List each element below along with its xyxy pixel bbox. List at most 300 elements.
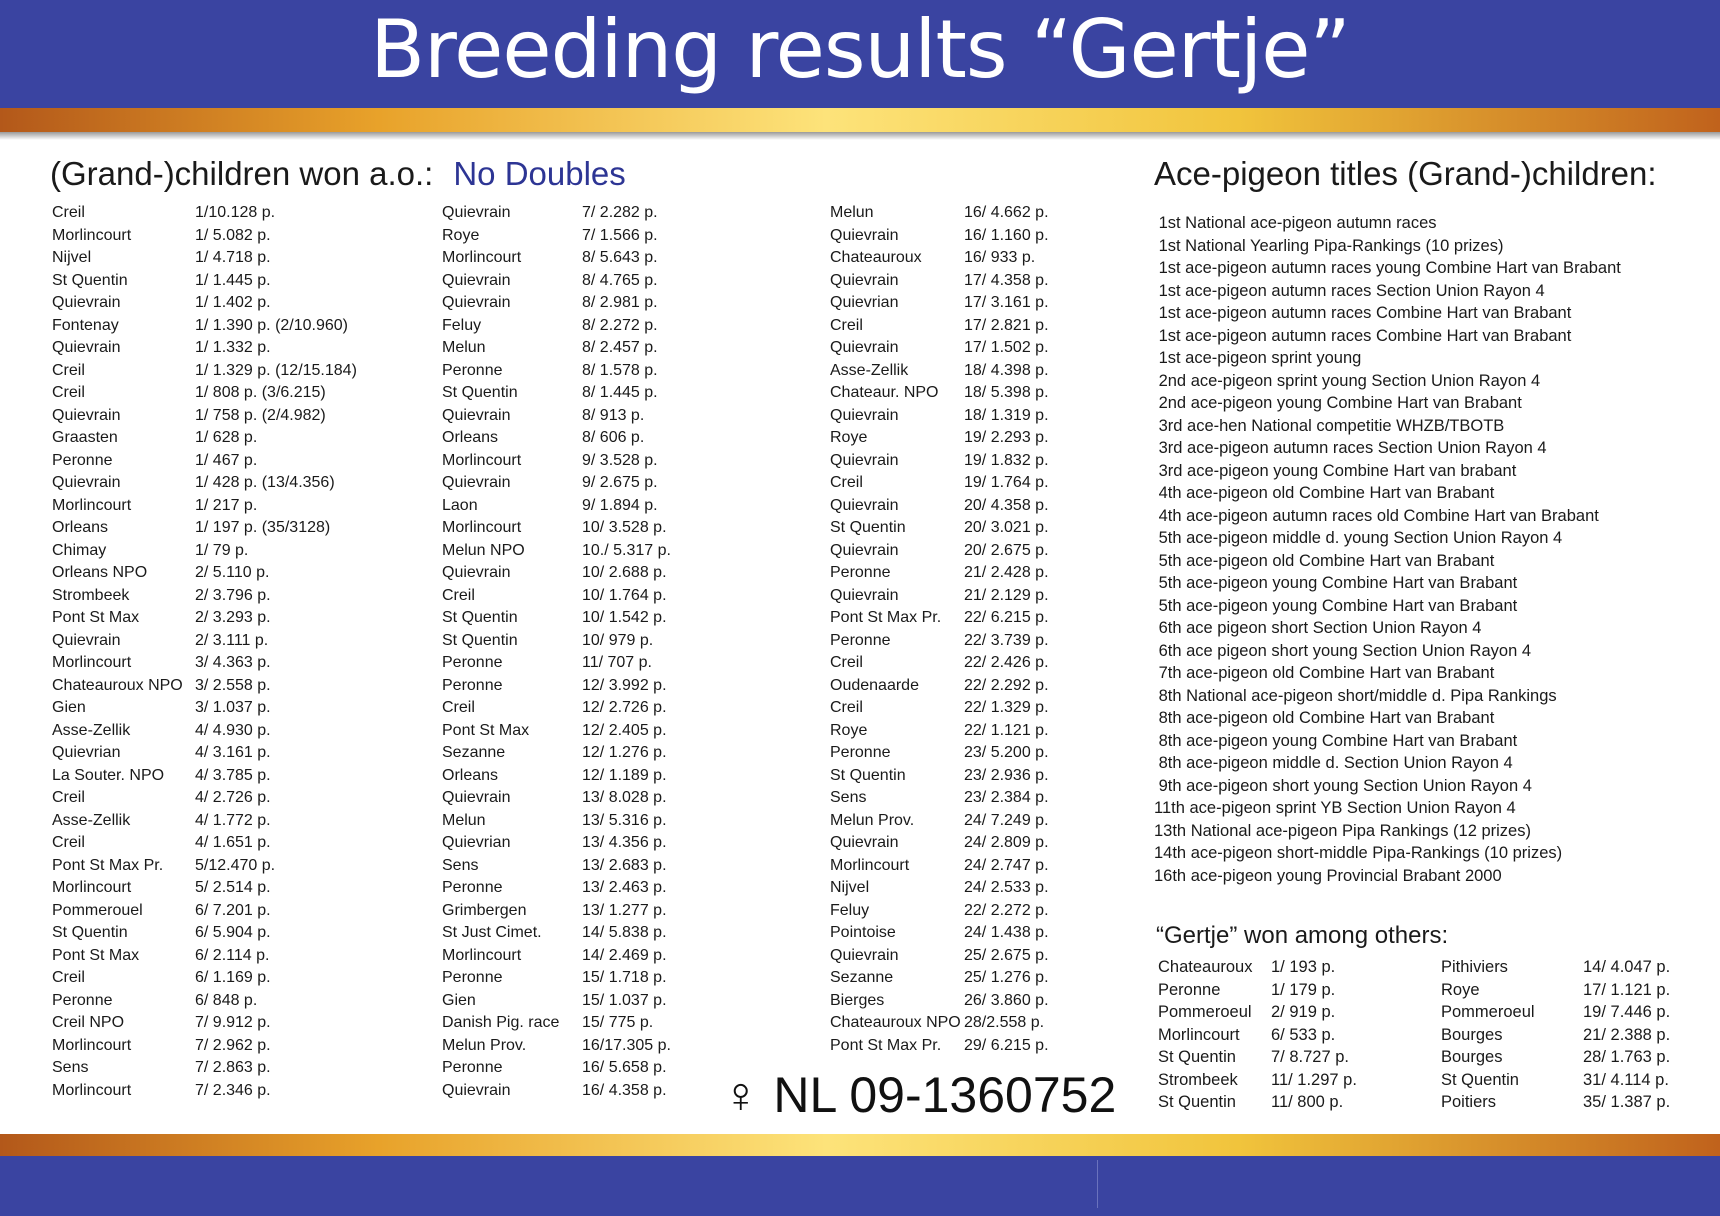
result-place: Orleans <box>442 429 499 446</box>
ace-title-item: 3rd ace-pigeon young Combine Hart van brabant <box>1154 461 1517 480</box>
ace-title-item: 16th ace-pigeon young Provincial Brabant 2000 <box>1154 866 1502 885</box>
result-place: St Just Cimet. <box>442 924 542 941</box>
result-value: 8/ 2.272 p. <box>582 316 658 334</box>
result-place: Pont St Max <box>52 609 140 626</box>
result-place: Quievrain <box>830 406 899 424</box>
result-value: 8/ 2.457 p. <box>582 339 658 356</box>
result-place: Feluy <box>442 316 482 334</box>
result-value: 1/ 4.718 p. <box>195 249 271 266</box>
result-place: Morlincourt <box>442 451 522 469</box>
result-place: Strombeek <box>1158 1070 1238 1089</box>
result-place: Poitiers <box>1441 1093 1497 1111</box>
result-place: Quievrain <box>442 1081 511 1099</box>
result-value: 23/ 2.936 p. <box>964 766 1049 784</box>
result-value: 18/ 1.319 p. <box>964 406 1049 424</box>
result-value: 8/ 4.765 p. <box>582 271 658 289</box>
result-value: 4/ 3.161 p. <box>195 744 271 761</box>
result-place: Sens <box>442 856 479 874</box>
result-place: Morlincourt <box>442 519 522 536</box>
result-value: 7/ 2.863 p. <box>195 1059 271 1076</box>
ace-title-item: 3rd ace-hen National competitie WHZB/TBOTB <box>1154 416 1505 435</box>
result-place: Quievrain <box>52 339 121 356</box>
ace-title-item: 13th National ace-pigeon Pipa Rankings (12 prizes) <box>1154 821 1531 840</box>
result-value: 11/ 800 p. <box>1271 1093 1344 1111</box>
result-value: 16/ 933 p. <box>964 249 1036 266</box>
ace-title-item: 1st National Yearling Pipa-Rankings (10 prizes) <box>1154 236 1504 255</box>
ace-titles-heading: Ace-pigeon titles (Grand-)children: <box>1154 155 1657 192</box>
result-place: Pont St Max <box>52 946 140 964</box>
result-place: Creil <box>442 586 475 604</box>
result-value: 14/ 5.838 p. <box>582 924 667 941</box>
result-place: Sezanne <box>442 744 506 761</box>
result-place: Asse-Zellik <box>830 361 909 379</box>
result-place: Pont St Max Pr. <box>830 609 942 626</box>
result-value: 12/ 1.276 p. <box>582 744 667 761</box>
result-place: Asse-Zellik <box>52 721 131 739</box>
result-place: Morlincourt <box>830 856 910 874</box>
result-value: 4/ 2.726 p. <box>195 789 271 806</box>
result-value: 14/ 4.047 p. <box>1583 958 1671 976</box>
result-value: 1/ 1.332 p. <box>195 339 271 356</box>
result-place: Creil <box>52 834 85 851</box>
result-value: 13/ 2.683 p. <box>582 856 667 874</box>
result-place: Sens <box>52 1059 89 1076</box>
result-value: 1/ 1.329 p. (12/15.184) <box>195 361 357 379</box>
result-value: 20/ 3.021 p. <box>964 519 1049 536</box>
ace-title-item: 5th ace-pigeon middle d. young Section Union Rayon 4 <box>1154 529 1563 547</box>
result-value: 1/ 1.402 p. <box>195 294 271 311</box>
result-value: 26/ 3.860 p. <box>964 991 1049 1009</box>
result-place: Creil <box>52 789 85 806</box>
result-place: Quievrian <box>442 834 511 851</box>
result-place: Morlincourt <box>52 1081 132 1099</box>
children-heading-label: (Grand-)children won a.o.: <box>50 155 434 192</box>
ace-title-item: 8th ace-pigeon middle d. Section Union Rayon 4 <box>1154 754 1513 772</box>
result-value: 19/ 1.832 p. <box>964 451 1049 469</box>
result-value: 22/ 2.426 p. <box>964 654 1049 671</box>
result-value: 11/ 707 p. <box>582 654 652 671</box>
result-place: Roye <box>1441 980 1480 999</box>
result-place: Morlincourt <box>52 226 132 244</box>
result-value: 18/ 4.398 p. <box>964 361 1049 379</box>
result-value: 3/ 1.037 p. <box>195 699 271 716</box>
ace-title-item: 2nd ace-pigeon young Combine Hart van Brabant <box>1154 394 1522 412</box>
result-place: Quievrain <box>442 789 511 806</box>
result-place: Peronne <box>1158 980 1221 999</box>
ace-title-item: 5th ace-pigeon young Combine Hart van Brabant <box>1154 596 1518 615</box>
result-value: 2/ 3.111 p. <box>195 631 269 649</box>
result-place: Sezanne <box>830 969 894 986</box>
header-banner <box>0 0 1720 108</box>
result-place: Quievrain <box>52 294 121 311</box>
result-place: Quievrain <box>442 204 511 221</box>
result-place: St Quentin <box>442 609 518 626</box>
result-place: Morlincourt <box>52 879 132 896</box>
result-place: Quievrain <box>830 496 899 514</box>
ace-title-item: 5th ace-pigeon old Combine Hart van Brabant <box>1154 551 1495 570</box>
ace-title-item: 6th ace pigeon short Section Union Rayon 4 <box>1154 619 1482 637</box>
result-place: Quievrain <box>52 474 121 491</box>
result-place: Creil <box>830 699 863 716</box>
result-value: 1/ 758 p. (2/4.982) <box>195 406 326 424</box>
result-place: Morlincourt <box>442 946 522 964</box>
footer-bar <box>0 1156 1720 1216</box>
result-place: Melun Prov. <box>442 1036 527 1054</box>
result-value: 16/ 1.160 p. <box>964 226 1049 244</box>
ace-title-item: 14th ace-pigeon short-middle Pipa-Rankings (10 prizes) <box>1154 844 1563 862</box>
result-place: Quievrain <box>830 451 899 469</box>
result-value: 7/ 2.282 p. <box>582 204 658 221</box>
result-value: 17/ 3.161 p. <box>964 294 1049 311</box>
result-place: Peronne <box>52 991 113 1009</box>
result-value: 1/ 1.390 p. (2/10.960) <box>195 316 348 334</box>
result-place: Morlincourt <box>52 1036 132 1054</box>
gold-stripe-bottom <box>0 1134 1720 1156</box>
result-value: 22/ 2.272 p. <box>964 901 1049 919</box>
ace-title-item: 1st ace-pigeon autumn races Section Union Rayon 4 <box>1154 281 1545 300</box>
result-place: Melun NPO <box>442 541 525 559</box>
result-value: 4/ 1.651 p. <box>195 834 271 851</box>
result-place: Morlincourt <box>1158 1025 1240 1044</box>
result-value: 24/ 2.809 p. <box>964 834 1049 851</box>
result-place: Morlincourt <box>52 496 132 514</box>
result-place: Bourges <box>1441 1048 1503 1066</box>
result-value: 22/ 1.121 p. <box>964 721 1049 739</box>
result-place: Asse-Zellik <box>52 811 131 829</box>
result-value: 1/10.128 p. <box>195 204 276 221</box>
result-value: 23/ 5.200 p. <box>964 744 1049 761</box>
result-value: 7/ 8.727 p. <box>1271 1048 1349 1066</box>
result-place: Quievrain <box>442 564 511 581</box>
ace-title-item: 4th ace-pigeon autumn races old Combine Hart van Brabant <box>1154 506 1599 525</box>
result-place: Chateauroux <box>1158 958 1253 976</box>
result-value: 22/ 6.215 p. <box>964 609 1049 626</box>
result-place: Feluy <box>830 901 870 919</box>
ace-title-item: 1st ace-pigeon autumn races Combine Hart van Brabant <box>1154 326 1572 345</box>
result-place: St Quentin <box>1158 1048 1236 1066</box>
result-value: 12/ 3.992 p. <box>582 676 667 694</box>
result-value: 2/ 5.110 p. <box>195 564 270 581</box>
result-value: 20/ 2.675 p. <box>964 541 1049 559</box>
result-place: St Quentin <box>1158 1093 1236 1111</box>
result-place: Peronne <box>442 654 503 671</box>
result-place: La Souter. NPO <box>52 766 165 784</box>
result-place: Gien <box>442 991 476 1009</box>
result-value: 2/ 3.796 p. <box>195 586 271 604</box>
result-value: 1/ 1.445 p. <box>195 271 271 289</box>
result-place: Orleans <box>442 766 499 784</box>
result-value: 1/ 808 p. (3/6.215) <box>195 384 326 401</box>
result-place: Fontenay <box>52 316 119 334</box>
result-value: 28/ 1.763 p. <box>1583 1048 1671 1066</box>
result-value: 10/ 3.528 p. <box>582 519 667 536</box>
result-place: Pont St Max Pr. <box>830 1036 942 1054</box>
ace-title-item: 5th ace-pigeon young Combine Hart van Brabant <box>1154 574 1518 592</box>
result-value: 10/ 1.542 p. <box>582 609 667 626</box>
result-place: Roye <box>442 226 480 244</box>
result-place: Quievrian <box>830 294 899 311</box>
result-value: 24/ 7.249 p. <box>964 811 1049 829</box>
ace-title-item: 8th ace-pigeon old Combine Hart van Brabant <box>1154 709 1495 727</box>
result-place: Creil <box>52 969 85 986</box>
result-place: Peronne <box>442 676 503 694</box>
result-place: Quievrain <box>830 271 899 289</box>
result-place: Creil <box>830 654 863 671</box>
result-place: St Quentin <box>442 384 518 401</box>
result-value: 29/ 6.215 p. <box>964 1036 1049 1054</box>
result-place: Roye <box>830 429 868 446</box>
result-place: Grimbergen <box>442 901 527 919</box>
result-place: Pointoise <box>830 924 896 941</box>
result-value: 7/ 1.566 p. <box>582 226 658 244</box>
result-value: 6/ 5.904 p. <box>195 924 271 941</box>
result-place: Morlincourt <box>442 249 522 266</box>
result-value: 1/ 193 p. <box>1271 958 1336 976</box>
result-place: Chimay <box>52 541 107 559</box>
result-place: Melun <box>442 339 486 356</box>
result-place: Creil NPO <box>52 1014 125 1031</box>
result-value: 16/ 4.662 p. <box>964 204 1049 221</box>
result-place: Creil <box>52 204 85 221</box>
result-place: Quievrain <box>830 834 899 851</box>
result-place: Nijvel <box>52 249 92 266</box>
ace-title-item: 4th ace-pigeon old Combine Hart van Brabant <box>1154 484 1495 502</box>
result-place: Strombeek <box>52 586 130 604</box>
ace-title-item: 9th ace-pigeon short young Section Union Rayon 4 <box>1154 776 1532 795</box>
result-value: 10./ 5.317 p. <box>582 541 671 559</box>
result-value: 12/ 2.405 p. <box>582 721 667 739</box>
result-place: Peronne <box>442 361 503 379</box>
result-place: Peronne <box>830 631 891 649</box>
result-value: 22/ 1.329 p. <box>964 699 1049 716</box>
result-value: 19/ 7.446 p. <box>1583 1003 1671 1021</box>
result-value: 4/ 4.930 p. <box>195 721 271 739</box>
result-value: 16/17.305 p. <box>582 1036 671 1054</box>
result-value: 1/ 467 p. <box>195 451 258 469</box>
result-place: Orleans <box>52 519 109 536</box>
result-place: Oudenaarde <box>830 676 919 694</box>
result-value: 9/ 2.675 p. <box>582 474 658 491</box>
result-value: 21/ 2.388 p. <box>1583 1025 1671 1044</box>
result-value: 25/ 2.675 p. <box>964 946 1049 964</box>
result-value: 15/ 775 p. <box>582 1014 654 1031</box>
result-place: Creil <box>442 699 475 716</box>
result-value: 1/ 197 p. (35/3128) <box>195 519 331 536</box>
shadow-divider <box>0 132 1720 140</box>
result-value: 13/ 8.028 p. <box>582 789 667 806</box>
result-value: 17/ 2.821 p. <box>964 316 1049 334</box>
result-place: Peronne <box>442 879 503 896</box>
ace-title-item: 1st ace-pigeon sprint young <box>1154 349 1362 367</box>
result-place: Pommeroeul <box>1158 1003 1252 1021</box>
result-place: Pithiviers <box>1441 958 1508 976</box>
result-place: Quievrain <box>830 946 899 964</box>
result-value: 11/ 1.297 p. <box>1271 1070 1357 1089</box>
ace-title-item: 6th ace pigeon short young Section Union Rayon 4 <box>1154 641 1532 660</box>
result-place: Chateaur. NPO <box>830 384 939 401</box>
result-place: Nijvel <box>830 879 870 896</box>
result-place: Pont St Max <box>442 721 530 739</box>
ace-title-item: 1st ace-pigeon autumn races Combine Hart van Brabant <box>1154 304 1572 322</box>
result-place: Orleans NPO <box>52 564 148 581</box>
result-place: Bourges <box>1441 1025 1503 1044</box>
result-value: 7/ 2.962 p. <box>195 1036 271 1054</box>
result-place: Quievrain <box>442 294 511 311</box>
ace-title-item: 1st National ace-pigeon autumn races <box>1154 214 1437 232</box>
result-value: 13/ 1.277 p. <box>582 901 667 919</box>
result-place: Peronne <box>442 969 503 986</box>
result-value: 5/12.470 p. <box>195 856 276 874</box>
result-value: 24/ 2.533 p. <box>964 879 1049 896</box>
page-title: Breeding results “Gertje” <box>370 3 1350 96</box>
result-value: 12/ 1.189 p. <box>582 766 667 784</box>
result-place: Sens <box>830 789 867 806</box>
result-value: 13/ 4.356 p. <box>582 834 667 851</box>
result-value: 6/ 1.169 p. <box>195 969 271 986</box>
gold-stripe-top <box>0 108 1720 132</box>
result-value: 17/ 4.358 p. <box>964 271 1049 289</box>
result-value: 25/ 1.276 p. <box>964 969 1049 986</box>
result-value: 4/ 1.772 p. <box>195 811 271 829</box>
result-value: 19/ 2.293 p. <box>964 429 1049 446</box>
result-value: 20/ 4.358 p. <box>964 496 1049 514</box>
result-value: 16/ 5.658 p. <box>582 1059 667 1076</box>
result-value: 18/ 5.398 p. <box>964 384 1049 401</box>
result-value: 24/ 1.438 p. <box>964 924 1049 941</box>
result-value: 8/ 5.643 p. <box>582 249 658 266</box>
ace-title-item: 8th National ace-pigeon short/middle d. Pipa Rankings <box>1154 686 1557 705</box>
result-place: St Quentin <box>830 519 906 536</box>
result-value: 17/ 1.121 p. <box>1583 980 1671 999</box>
result-value: 3/ 4.363 p. <box>195 654 271 671</box>
result-place: Quievrain <box>830 541 899 559</box>
result-value: 9/ 3.528 p. <box>582 451 658 469</box>
result-value: 8/ 2.981 p. <box>582 294 658 311</box>
ace-title-item: 2nd ace-pigeon sprint young Section Union Rayon 4 <box>1154 371 1541 390</box>
result-value: 6/ 533 p. <box>1271 1025 1336 1044</box>
result-place: Roye <box>830 721 868 739</box>
result-place: Creil <box>52 361 85 379</box>
result-value: 22/ 2.292 p. <box>964 676 1049 694</box>
result-value: 35/ 1.387 p. <box>1583 1093 1671 1111</box>
result-place: Quievrain <box>830 586 899 604</box>
children-heading <box>50 152 626 196</box>
result-value: 10/ 1.764 p. <box>582 586 667 604</box>
result-place: St Quentin <box>52 924 128 941</box>
result-value: 4/ 3.785 p. <box>195 766 271 784</box>
result-place: Creil <box>830 474 863 491</box>
result-value: 9/ 1.894 p. <box>582 496 658 514</box>
result-value: 2/ 919 p. <box>1271 1003 1336 1021</box>
result-place: Pommeroeul <box>1441 1003 1535 1021</box>
result-value: 31/ 4.114 p. <box>1583 1070 1669 1089</box>
result-place: Creil <box>52 384 85 401</box>
result-place: Chateauroux NPO <box>830 1014 961 1031</box>
result-value: 6/ 2.114 p. <box>195 946 270 964</box>
result-place: Melun <box>830 204 874 221</box>
result-value: 7/ 2.346 p. <box>195 1081 271 1099</box>
gertje-won-heading: “Gertje” won among others: <box>1156 922 1449 949</box>
ace-title-item: 1st ace-pigeon autumn races young Combine Hart van Brabant <box>1154 259 1621 277</box>
result-place: Gien <box>52 699 86 716</box>
result-value: 17/ 1.502 p. <box>964 339 1049 356</box>
result-place: Pommerouel <box>52 901 143 919</box>
result-value: 10/ 979 p. <box>582 631 654 649</box>
result-place: Melun <box>442 811 486 829</box>
footer-divider <box>1097 1160 1098 1208</box>
ace-title-item: 3rd ace-pigeon autumn races Section Union Rayon 4 <box>1154 439 1547 457</box>
result-value: 5/ 2.514 p. <box>195 879 271 896</box>
result-place: Quievrain <box>442 406 511 424</box>
no-doubles-label: No Doubles <box>453 155 626 192</box>
result-value: 7/ 9.912 p. <box>195 1014 271 1031</box>
result-value: 1/ 79 p. <box>195 541 249 559</box>
result-value: 1/ 217 p. <box>195 496 258 514</box>
result-value: 1/ 628 p. <box>195 429 258 446</box>
result-place: Quievrain <box>442 474 511 491</box>
result-value: 1/ 5.082 p. <box>195 226 271 244</box>
result-place: Chateauroux NPO <box>52 676 183 694</box>
result-value: 14/ 2.469 p. <box>582 946 667 964</box>
result-value: 2/ 3.293 p. <box>195 609 271 626</box>
result-place: Peronne <box>442 1059 503 1076</box>
result-value: 15/ 1.718 p. <box>582 969 667 986</box>
result-value: 8/ 913 p. <box>582 406 645 424</box>
result-value: 8/ 1.578 p. <box>582 361 658 379</box>
result-value: 6/ 848 p. <box>195 991 258 1009</box>
result-place: St Quentin <box>1441 1070 1519 1089</box>
result-place: Chateauroux <box>830 249 922 266</box>
result-place: St Quentin <box>52 271 128 289</box>
result-value: 1/ 428 p. (13/4.356) <box>195 474 335 491</box>
result-value: 21/ 2.428 p. <box>964 564 1049 581</box>
result-value: 23/ 2.384 p. <box>964 789 1049 806</box>
result-value: 8/ 1.445 p. <box>582 384 658 401</box>
result-place: St Quentin <box>442 631 518 649</box>
result-place: Quievrain <box>830 339 899 356</box>
ace-title-item: 11th ace-pigeon sprint YB Section Union Rayon 4 <box>1154 799 1516 817</box>
result-value: 19/ 1.764 p. <box>964 474 1049 491</box>
result-value: 8/ 606 p. <box>582 429 645 446</box>
result-value: 3/ 2.558 p. <box>195 676 271 694</box>
result-place: Peronne <box>830 744 891 761</box>
result-value: 24/ 2.747 p. <box>964 856 1049 874</box>
result-value: 1/ 179 p. <box>1271 980 1336 999</box>
result-place: Quievrain <box>830 226 899 244</box>
result-place: Melun Prov. <box>830 811 915 829</box>
result-place: Danish Pig. race <box>442 1014 560 1031</box>
result-value: 13/ 5.316 p. <box>582 811 667 829</box>
result-place: St Quentin <box>830 766 906 784</box>
result-value: 21/ 2.129 p. <box>964 586 1049 604</box>
result-place: Quievrain <box>442 271 511 289</box>
result-place: Quievrain <box>52 631 121 649</box>
result-value: 12/ 2.726 p. <box>582 699 667 716</box>
result-place: Bierges <box>830 991 885 1009</box>
ace-titles-list <box>1154 212 1621 887</box>
result-place: Pont St Max Pr. <box>52 856 164 874</box>
result-value: 16/ 4.358 p. <box>582 1081 667 1099</box>
result-value: 6/ 7.201 p. <box>195 901 271 919</box>
result-place: Quievrain <box>52 406 121 424</box>
result-place: Peronne <box>52 451 113 469</box>
result-place: Graasten <box>52 429 118 446</box>
ace-title-item: 7th ace-pigeon old Combine Hart van Brabant <box>1154 664 1495 682</box>
result-value: 13/ 2.463 p. <box>582 879 667 896</box>
result-place: Morlincourt <box>52 654 132 671</box>
ring-number: ♀ NL 09-1360752 <box>722 1067 1117 1123</box>
ace-title-item: 8th ace-pigeon young Combine Hart van Brabant <box>1154 731 1518 750</box>
